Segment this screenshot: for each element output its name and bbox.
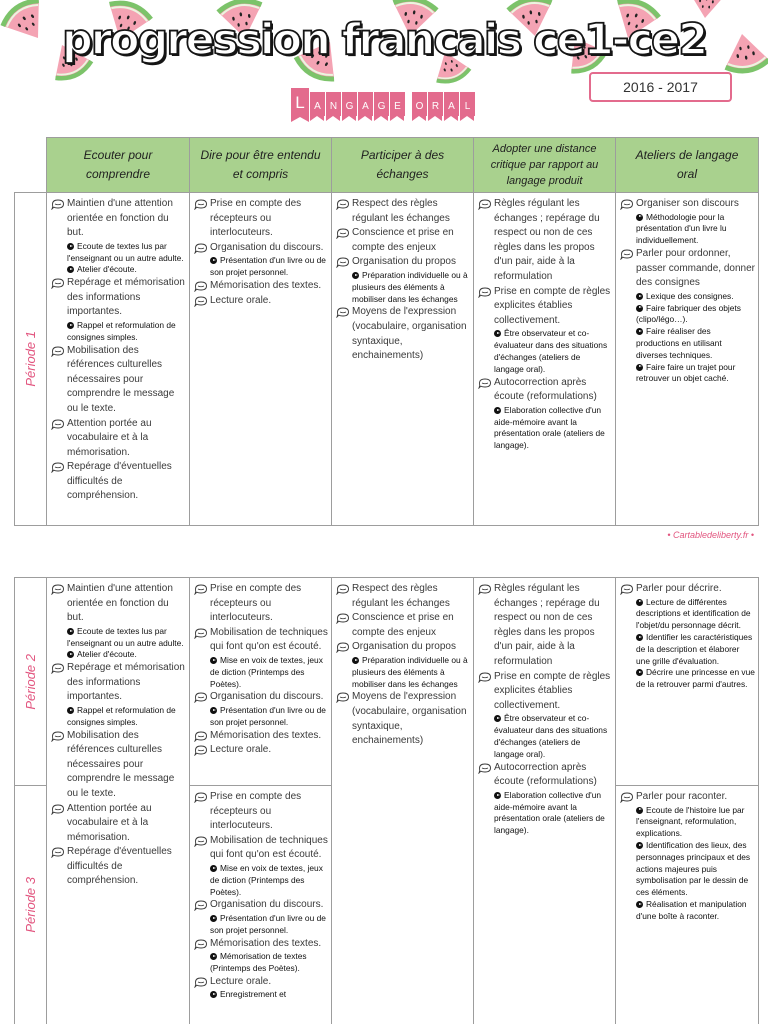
sub-list-item [616, 362, 758, 386]
table-cell [46, 577, 190, 1024]
column-header-label: Participer à des échanges [360, 148, 445, 181]
speech-bubble-icon [478, 378, 492, 389]
speech-bubble-icon [194, 296, 208, 307]
list-item [332, 226, 473, 255]
list-item [190, 626, 331, 655]
list-item [47, 197, 189, 241]
sub-list-item-text: Mise en voix de textes, jeux de diction (Printemps des Poètes). [210, 654, 323, 689]
speech-bubble-icon [194, 584, 208, 595]
list-item-text: Prise en compte des récepteurs ou interlocuteurs. [210, 198, 302, 239]
sub-list-item [47, 320, 189, 344]
sub-list-item [332, 655, 473, 690]
column-header-label: Dire pour être entendu et compris [200, 148, 321, 181]
list-item-text: Repérage d'éventuelles difficultés de compréhension. [67, 846, 172, 887]
period-label: Période 2 [23, 653, 38, 710]
list-item-text: Lecture orale. [210, 294, 272, 306]
speech-bubble-icon [194, 731, 208, 742]
sub-list-item [616, 632, 758, 667]
list-item-text: Moyens de l'expression (vocabulaire, organisation syntaxique, enchainements) [352, 691, 467, 747]
sub-list-item-text: Préparation individuelle ou à plusieurs des éléments à mobiliser dans les échanges [352, 269, 468, 304]
list-item-text: Mémorisation des textes. [210, 729, 322, 741]
list-item [616, 582, 758, 597]
arrow-circle-icon [494, 407, 501, 414]
sub-list-item-text: Rappel et reformulation de consignes simples. [67, 704, 176, 727]
table-cell [615, 192, 759, 526]
sub-list-item-text: Atelier d'écoute. [77, 649, 137, 660]
list-item [47, 802, 189, 846]
sub-list-item-text: Méthodologie pour la présentation d'un livre lu individuellement. [636, 211, 727, 246]
banner-letter: r [428, 92, 443, 116]
list-item-text: Parler pour raconter. [636, 791, 728, 802]
speech-bubble-icon [336, 584, 350, 595]
column-header-ecouter [46, 137, 190, 193]
sub-list-item-text: Faire fabriquer des objets (clipo/légo…). [636, 302, 741, 325]
sub-list-item [190, 989, 331, 1001]
arrow-circle-icon [636, 305, 643, 312]
section-banner [291, 88, 476, 124]
speech-bubble-icon [336, 613, 350, 624]
list-item [474, 285, 615, 329]
sub-list-item-text: Enregistrement et [220, 989, 287, 1000]
sub-list-item [474, 790, 615, 837]
arrow-circle-icon [210, 865, 217, 872]
list-item-text: Mobilisation de techniques qui font qu'on est écouté. [210, 834, 328, 861]
list-item [190, 690, 331, 705]
period-label-cell [14, 577, 47, 786]
speech-bubble-icon [194, 977, 208, 988]
sub-list-item [190, 951, 331, 975]
list-item [474, 582, 615, 670]
speech-bubble-icon [194, 745, 208, 756]
list-item-text: Organisation du propos [352, 256, 456, 268]
speech-bubble-icon [336, 257, 350, 268]
list-item-text: Organisation du discours. [210, 899, 324, 911]
table-cell [331, 577, 474, 1024]
table-cell [473, 577, 616, 1024]
list-item-text: Prise en compte de règles explicites établies collectivement. [494, 285, 611, 326]
sub-list-item-text: Décrire une princesse en vue de la retrouver parmi d'autres. [636, 667, 755, 690]
sub-list-item-text: Rappel et reformulation de consignes simples. [67, 319, 176, 342]
arrow-circle-icon [494, 792, 501, 799]
list-item-text: Parler pour ordonner, passer commande, donner des consignes [636, 247, 755, 289]
arrow-circle-icon [67, 243, 74, 250]
period-label-cell [14, 192, 47, 526]
page-title: progression francais ce1-ce2 [61, 15, 707, 65]
arrow-circle-icon [636, 328, 643, 335]
arrow-circle-icon [67, 651, 74, 658]
speech-bubble-icon [478, 763, 492, 774]
speech-bubble-icon [51, 584, 65, 595]
period-label: Période 1 [23, 331, 38, 387]
speech-bubble-icon [194, 939, 208, 950]
list-item [616, 197, 758, 212]
list-item [332, 690, 473, 748]
list-item-text: Mobilisation des références culturelles nécessaires pour comprendre le message ou le texte. [67, 344, 175, 414]
list-item-text: Autocorrection après écoute (reformulations) [494, 376, 597, 403]
list-item [332, 305, 473, 363]
sub-list-item [616, 212, 758, 247]
list-item-text: Attention portée au vocabulaire et à la mémorisation. [67, 417, 152, 458]
sub-list-item [47, 626, 189, 650]
list-item-text: Prise en compte des récepteurs ou interlocuteurs. [210, 791, 302, 832]
arrow-circle-icon [210, 657, 217, 664]
speech-bubble-icon [194, 692, 208, 703]
speech-bubble-icon [194, 628, 208, 639]
sub-list-item [47, 241, 189, 265]
speech-bubble-icon [51, 663, 65, 674]
list-item [332, 640, 473, 655]
sub-list-item-text: Lexique des consignes. [646, 290, 734, 301]
sub-list-item-text: Être observateur et co-évaluateur dans des situations d'échanges (ateliers de langage oral). [494, 713, 608, 759]
list-item-text: Conscience et prise en compte des enjeux [352, 227, 454, 253]
sub-list-item [332, 270, 473, 305]
speech-bubble-icon [194, 836, 208, 847]
speech-bubble-icon [51, 278, 65, 289]
list-item [474, 761, 615, 790]
sub-list-item [47, 264, 189, 276]
arrow-circle-icon [210, 257, 217, 264]
list-item-text: Mémorisation des textes. [210, 279, 322, 291]
banner-letter: l [460, 92, 475, 116]
list-item-text: Organisation du discours. [210, 691, 324, 703]
arrow-circle-icon [636, 293, 643, 300]
banner-letter: L [291, 88, 309, 117]
list-item-text: Repérage d'éventuelles difficultés de compréhension. [67, 461, 172, 502]
table-cell [46, 192, 190, 526]
sub-list-item-text: Identification des lieux, des personnages principaux et des actions majeures puis symbolisation par le dessin de ces éléments. [636, 839, 751, 898]
sub-list-item-text: Mise en voix de textes, jeux de diction (Printemps des Poètes). [210, 862, 323, 897]
list-item [47, 661, 189, 705]
arrow-circle-icon [67, 266, 74, 273]
sub-list-item [47, 705, 189, 729]
list-item [332, 582, 473, 611]
list-item [332, 611, 473, 640]
speech-bubble-icon [478, 584, 492, 595]
list-item [190, 197, 331, 241]
list-item-text: Organisation du discours. [210, 241, 324, 253]
list-item [190, 729, 331, 744]
list-item [47, 729, 189, 802]
table-cell [615, 577, 759, 786]
list-item-text: Maintien d'une attention orientée en fonction du but. [67, 198, 173, 239]
list-item [190, 582, 331, 626]
list-item [190, 975, 331, 990]
speech-bubble-icon [478, 672, 492, 683]
sub-list-item-text: Être observateur et co-évaluateur dans des situations d'échanges (ateliers de langage oral). [494, 328, 608, 374]
sub-list-item [190, 655, 331, 690]
arrow-circle-icon [67, 707, 74, 714]
sub-list-item-text: Préparation individuelle ou à plusieurs des éléments à mobiliser dans les échanges [352, 654, 468, 689]
column-header-label: Ecouter pour comprendre [83, 148, 153, 181]
sub-list-item [190, 913, 331, 937]
sub-list-item-text: Présentation d'un livre ou de son projet personnel. [210, 255, 326, 278]
column-header-label: Adopter une distance critique par rapport au langage produit [490, 143, 599, 187]
column-header-ateliers [615, 137, 759, 193]
table-cell [615, 785, 759, 1024]
list-item [190, 834, 331, 863]
table-cell [473, 192, 616, 526]
speech-bubble-icon [336, 692, 350, 703]
sub-list-item [616, 291, 758, 303]
table-cell [189, 785, 332, 1024]
sub-list-item [616, 326, 758, 361]
list-item-text: Mobilisation de techniques qui font qu'on est écouté. [210, 626, 328, 653]
list-item [190, 279, 331, 294]
speech-bubble-icon [51, 847, 65, 858]
sub-list-item [616, 899, 758, 923]
sub-list-item-text: Ecoute de textes lus par l'enseignant ou un autre adulte. [67, 625, 184, 648]
list-item-text: Repérage et mémorisation des informations importantes. [67, 277, 185, 318]
arrow-circle-icon [636, 214, 643, 221]
list-item-text: Autocorrection après écoute (reformulations) [494, 761, 597, 788]
list-item-text: Règles régulant les échanges ; repérage du respect ou non de ces règles dans les propos d'un pair, aide à la reformulation [494, 583, 600, 667]
sub-list-item-text: Présentation d'un livre ou de son projet personnel. [210, 912, 326, 935]
banner-letter: o [412, 92, 427, 116]
school-year-box: 2016 - 2017 [589, 72, 732, 102]
arrow-circle-icon [210, 991, 217, 998]
table-cell [189, 577, 332, 786]
arrow-circle-icon [352, 272, 359, 279]
list-item [47, 344, 189, 417]
arrow-circle-icon [210, 915, 217, 922]
sub-list-item-text: Ecoute de l'histoire lue par l'enseignant, reformulation, explications. [636, 804, 745, 839]
sub-list-item [190, 863, 331, 898]
list-item [190, 790, 331, 834]
sub-list-item [616, 597, 758, 632]
list-item-text: Parler pour décrire. [636, 583, 722, 594]
speech-bubble-icon [51, 731, 65, 742]
sub-list-item [616, 303, 758, 327]
list-item [190, 241, 331, 256]
speech-bubble-icon [194, 243, 208, 254]
credit-text: • Cartabledeliberty.fr • [667, 530, 754, 540]
list-item-text: Prise en compte de règles explicites établies collectivement. [494, 670, 611, 711]
list-item [332, 255, 473, 270]
speech-bubble-icon [620, 584, 634, 595]
list-item-text: Maintien d'une attention orientée en fonction du but. [67, 583, 173, 624]
period-label-cell [14, 785, 47, 1024]
arrow-circle-icon [636, 599, 643, 606]
speech-bubble-icon [478, 199, 492, 210]
list-item-text: Prise en compte des récepteurs ou interlocuteurs. [210, 583, 302, 624]
arrow-circle-icon [636, 842, 643, 849]
sub-list-item [616, 805, 758, 840]
list-item-text: Organiser son discours [636, 198, 739, 209]
sub-list-item-text: Identifier les caractéristiques de la description et élaborer une grille d'évaluation. [636, 631, 753, 666]
banner-letter: a [358, 92, 373, 116]
list-item-text: Mobilisation des références culturelles nécessaires pour comprendre le message ou le texte. [67, 729, 175, 799]
list-item-text: Attention portée au vocabulaire et à la mémorisation. [67, 802, 152, 843]
list-item-text: Lecture orale. [210, 975, 272, 987]
sub-list-item-text: Atelier d'écoute. [77, 264, 137, 275]
list-item [474, 670, 615, 714]
sub-list-item [474, 713, 615, 760]
speech-bubble-icon [336, 642, 350, 653]
arrow-circle-icon [210, 707, 217, 714]
list-item-text: Lecture orale. [210, 744, 272, 756]
list-item [616, 247, 758, 291]
list-item-text: Règles régulant les échanges ; repérage du respect ou non de ces règles dans les propos d'un pair, aide à la reformulation [494, 198, 600, 282]
table-cell [189, 192, 332, 526]
speech-bubble-icon [51, 346, 65, 357]
sub-list-item-text: Réalisation et manipulation d'une boîte à raconter. [636, 898, 747, 921]
arrow-circle-icon [636, 634, 643, 641]
column-header-dire [189, 137, 332, 193]
speech-bubble-icon [336, 307, 350, 318]
arrow-circle-icon [636, 901, 643, 908]
speech-bubble-icon [51, 419, 65, 430]
list-item [47, 845, 189, 889]
sub-list-item-text: Faire faire un trajet pour retrouver un objet caché. [636, 361, 736, 384]
list-item [47, 582, 189, 626]
arrow-circle-icon [352, 657, 359, 664]
sub-list-item [190, 705, 331, 729]
sub-list-item-text: Lecture de différentes descriptions et identification de l'objet/du personnage décrit. [636, 596, 751, 631]
list-item [47, 417, 189, 461]
speech-bubble-icon [336, 228, 350, 239]
list-item-text: Moyens de l'expression (vocabulaire, organisation syntaxique, enchainements) [352, 306, 467, 362]
list-item-text: Respect des règles régulant les échanges [352, 198, 450, 224]
sub-list-item [616, 667, 758, 691]
list-item [474, 197, 615, 285]
speech-bubble-icon [478, 287, 492, 298]
column-header-distance-critique [473, 137, 616, 193]
speech-bubble-icon [51, 199, 65, 210]
speech-bubble-icon [194, 792, 208, 803]
arrow-circle-icon [636, 807, 643, 814]
list-item-text: Repérage et mémorisation des informations importantes. [67, 662, 185, 703]
list-item-text: Mémorisation des textes. [210, 937, 322, 949]
sub-list-item-text: Présentation d'un livre ou de son projet personnel. [210, 704, 326, 727]
list-item-text: Organisation du propos [352, 641, 456, 653]
list-item [616, 790, 758, 805]
arrow-circle-icon [636, 669, 643, 676]
table-cell [331, 192, 474, 526]
banner-letter: e [390, 92, 405, 116]
sub-list-item [190, 255, 331, 279]
banner-letter: a [444, 92, 459, 116]
sub-list-item [47, 649, 189, 661]
speech-bubble-icon [194, 900, 208, 911]
speech-bubble-icon [51, 462, 65, 473]
speech-bubble-icon [620, 199, 634, 210]
list-item [190, 898, 331, 913]
sub-list-item-text: Elaboration collective d'un aide-mémoire avant la présentation orale (ateliers de langage). [494, 404, 605, 451]
speech-bubble-icon [51, 804, 65, 815]
period-label: Période 3 [23, 877, 38, 933]
list-item [332, 197, 473, 226]
list-item-text: Respect des règles régulant les échanges [352, 583, 450, 609]
sub-list-item-text: Mémorisation de textes (Printemps des Poètes). [210, 951, 307, 973]
banner-letter: g [374, 92, 389, 116]
list-item [190, 743, 331, 758]
banner-letter: g [342, 92, 357, 116]
sub-list-item [474, 405, 615, 452]
arrow-circle-icon [210, 953, 217, 960]
arrow-circle-icon [494, 715, 501, 722]
list-item [190, 937, 331, 952]
banner-letter: n [326, 92, 341, 116]
list-item [47, 460, 189, 504]
sub-list-item [474, 328, 615, 375]
column-header-label: Ateliers de langage oral [635, 148, 739, 181]
column-header-participer [331, 137, 474, 193]
speech-bubble-icon [620, 792, 634, 803]
arrow-circle-icon [67, 628, 74, 635]
speech-bubble-icon [620, 249, 634, 260]
list-item [47, 276, 189, 320]
sub-list-item-text: Faire réaliser des productions en utilisant diverses techniques. [636, 326, 722, 360]
list-item-text: Conscience et prise en compte des enjeux [352, 612, 454, 638]
list-item [190, 294, 331, 309]
sub-list-item [616, 840, 758, 899]
speech-bubble-icon [336, 199, 350, 210]
sub-list-item-text: Ecoute de textes lus par l'enseignant ou un autre adulte. [67, 240, 184, 263]
arrow-circle-icon [636, 364, 643, 371]
arrow-circle-icon [494, 330, 501, 337]
list-item [474, 376, 615, 405]
arrow-circle-icon [67, 322, 74, 329]
speech-bubble-icon [194, 199, 208, 210]
sub-list-item-text: Elaboration collective d'un aide-mémoire avant la présentation orale (ateliers de langage). [494, 789, 605, 836]
speech-bubble-icon [194, 281, 208, 292]
banner-letter: a [310, 92, 325, 116]
